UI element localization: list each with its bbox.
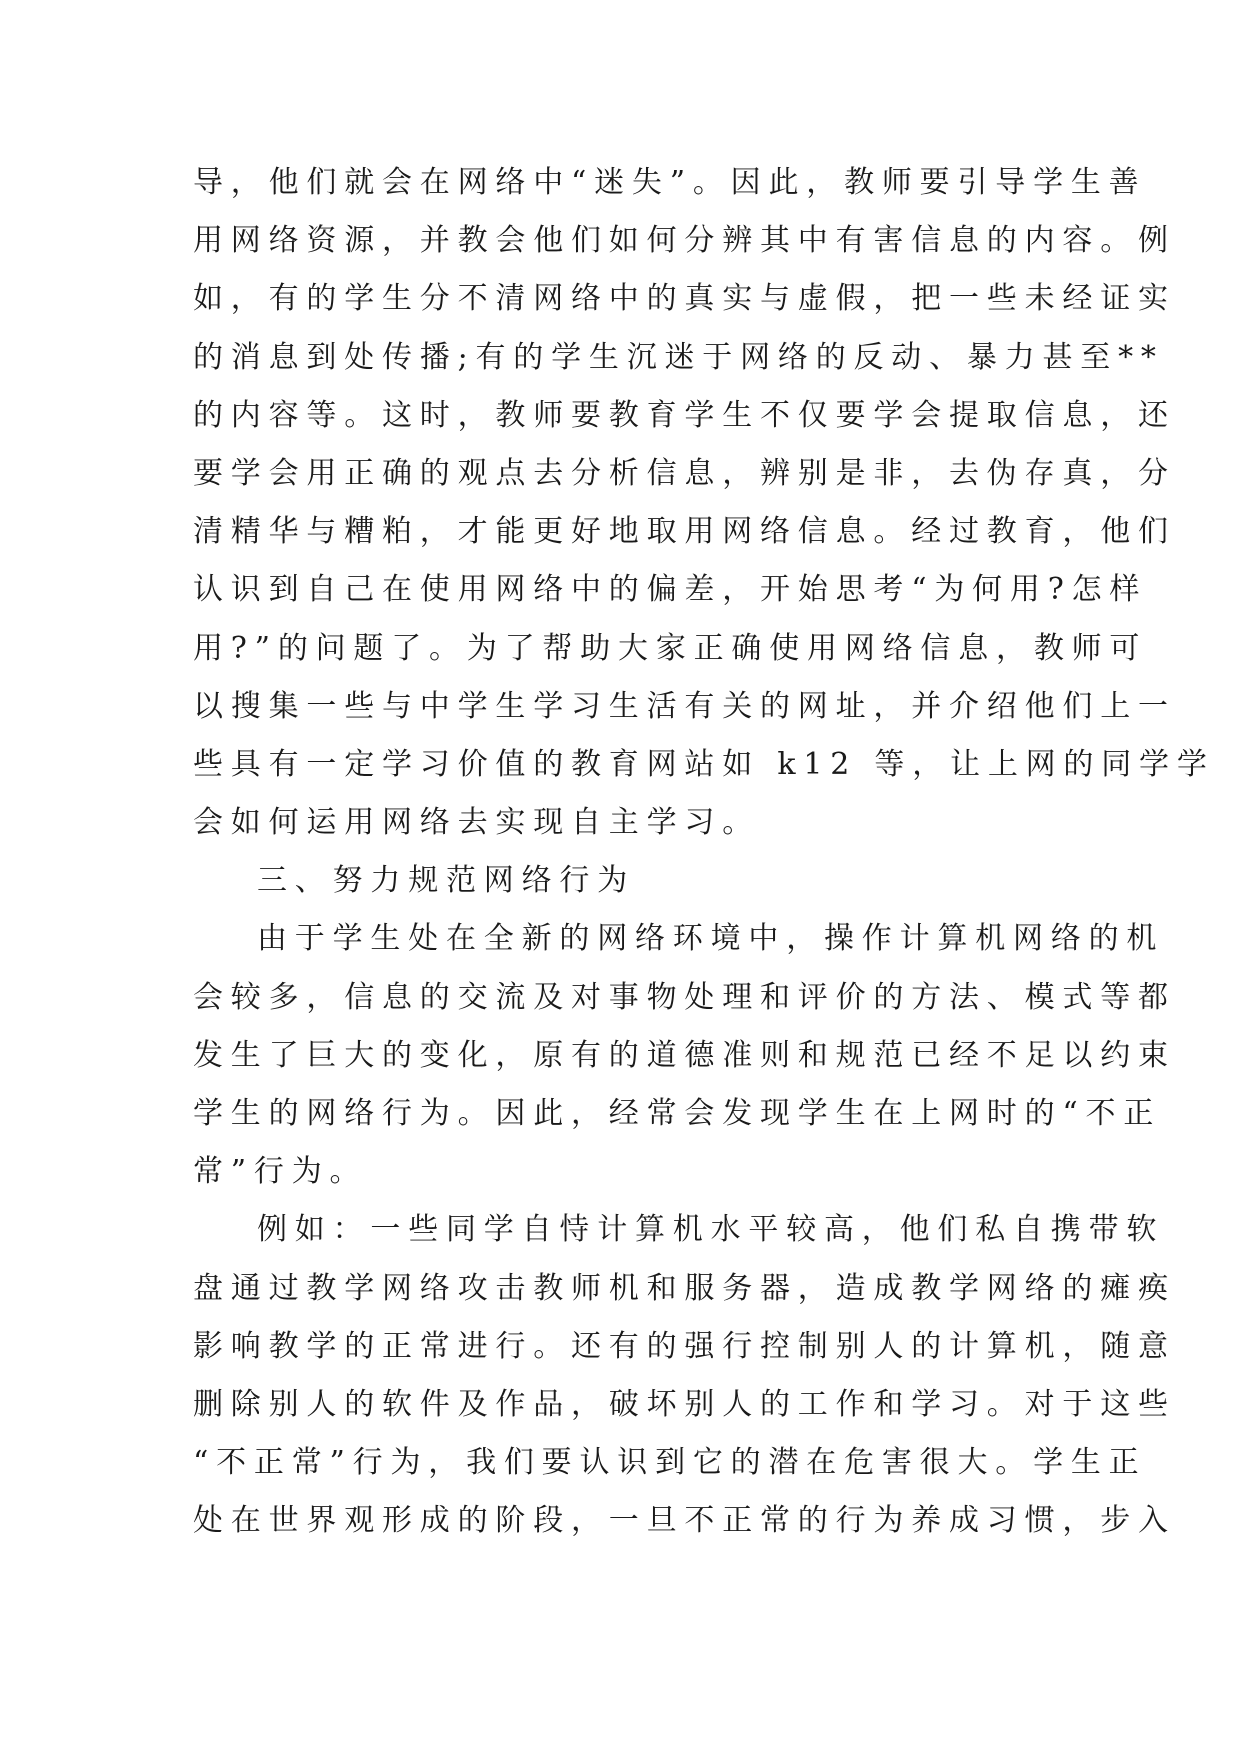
text-line: 处在世界观形成的阶段，一旦不正常的行为养成习惯，步入 [193, 1503, 1176, 1539]
text-line: 认识到自己在使用网络中的偏差，开始思考“为何用?怎样 [193, 572, 1148, 608]
paragraph-start: 例如：一些同学自恃计算机水平较高，他们私自携带软 [257, 1212, 1165, 1248]
text-line: 要学会用正确的观点去分析信息，辨别是非，去伪存真，分 [193, 455, 1176, 491]
text-line: 删除别人的软件及作品，破坏别人的工作和学习。对于这些 [193, 1386, 1176, 1422]
body-text [193, 154, 1215, 1551]
text-line: 常”行为。 [193, 1154, 368, 1190]
text-line: 会较多，信息的交流及对事物处理和评价的方法、模式等都 [193, 979, 1176, 1015]
text-line: 用网络资源，并教会他们如何分辨其中有害信息的内容。例 [193, 223, 1176, 259]
text-line: 影响教学的正常进行。还有的强行控制别人的计算机，随意 [193, 1328, 1176, 1364]
text-line: 盘通过教学网络攻击教师机和服务器，造成教学网络的瘫痪 [193, 1270, 1176, 1306]
text-line: 学生的网络行为。因此，经常会发现学生在上网时的“不正 [193, 1096, 1162, 1131]
section-heading: 三、努力规范网络行为 [257, 863, 635, 899]
text-line: 的内容等。这时，教师要教育学生不仅要学会提取信息，还 [193, 397, 1176, 433]
text-line: 些具有一定学习价值的教育网站如 k12 等，让上网的同学学 [193, 746, 1215, 782]
text-line: 用?”的问题了。为了帮助大家正确使用网络信息，教师可 [193, 630, 1148, 666]
text-line: 发生了巨大的变化，原有的道德准则和规范已经不足以约束 [193, 1037, 1176, 1073]
text-line: 如，有的学生分不清网络中的真实与虚假，把一些未经证实 [193, 281, 1176, 317]
text-line: 的消息到处传播;有的学生沉迷于网络的反动、暴力甚至** [193, 339, 1164, 375]
text-line: “不正常”行为，我们要认识到它的潜在危害很大。学生正 [193, 1445, 1147, 1481]
text-line: 清精华与糟粕，才能更好地取用网络信息。经过教育，他们 [193, 514, 1176, 550]
text-line: 导，他们就会在网络中“迷失”。因此，教师要引导学生善 [193, 165, 1147, 200]
text-line: 会如何运用网络去实现自主学习。 [193, 805, 760, 841]
paragraph-start: 由于学生处在全新的网络环境中，操作计算机网络的机 [257, 921, 1165, 957]
text-line: 以搜集一些与中学生学习生活有关的网址，并介绍他们上一 [193, 688, 1176, 724]
